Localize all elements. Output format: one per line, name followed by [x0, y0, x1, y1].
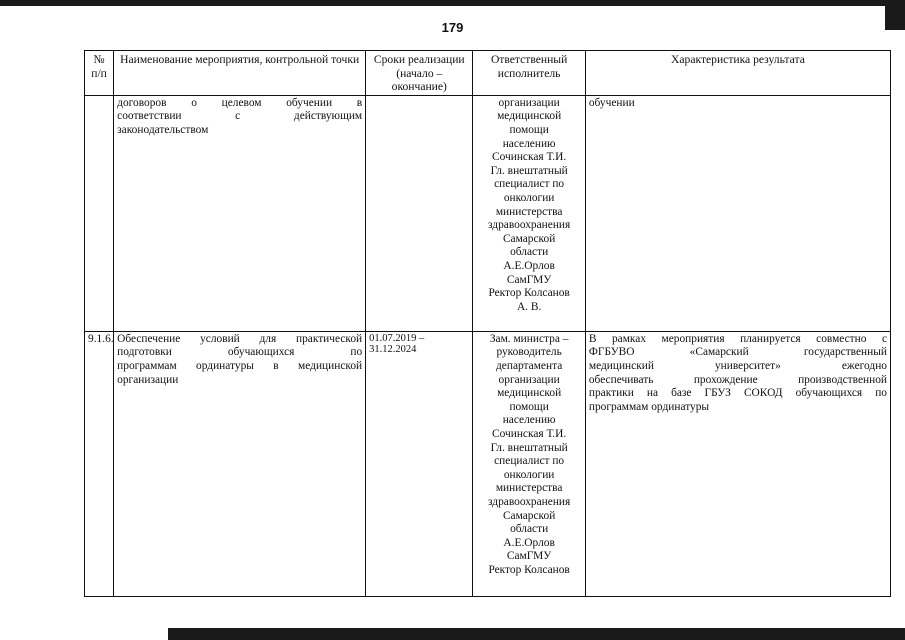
responsible-line: Самарской: [502, 509, 556, 522]
responsible-line: Самарской: [502, 232, 556, 245]
result-description: [585, 331, 890, 596]
responsible-line: населению: [502, 414, 556, 427]
responsible-line: помощи: [509, 400, 549, 413]
responsible-line: населению: [502, 137, 556, 150]
implementation-dates: [366, 95, 473, 331]
table-header-row: [85, 51, 891, 96]
responsible-line: онкологии: [503, 468, 555, 481]
measures-table: [84, 50, 891, 597]
responsible-line: области: [510, 523, 549, 536]
table-row: [85, 331, 891, 596]
responsible-line: специалист по: [494, 178, 565, 191]
scan-border-bottom: [168, 628, 905, 640]
responsible-line: Ректор Колсанов: [488, 287, 570, 300]
responsible-line: медицинской: [497, 110, 562, 123]
header-name: Наименование мероприятия, контрольной точки: [114, 51, 366, 96]
table-row: [85, 95, 891, 331]
measure-name-line: Обеспечение условий для практической: [117, 332, 363, 345]
measure-name: [114, 95, 366, 331]
header-number: № п/п: [85, 51, 114, 96]
measure-name-line: соответствии с действующим: [117, 110, 363, 123]
result-line: медицинский университет» ежегодно: [588, 359, 887, 372]
row-number: 9.1.6.: [85, 331, 114, 596]
responsible-line: специалист по: [494, 455, 565, 468]
header-result: Характеристика результата: [585, 51, 890, 96]
responsible-line: Сочинская Т.И.: [492, 427, 567, 440]
responsible-line: А.Е.Орлов: [503, 536, 555, 549]
header-responsible: Ответственный исполнитель: [473, 51, 585, 96]
measure-name-line: программам ординатуры в медицинской: [117, 359, 363, 372]
date-end: 31.12.2024: [369, 344, 417, 356]
result-line: ФГБУВО «Самарский государственный: [588, 346, 887, 359]
measure-name-line: организации: [117, 373, 179, 386]
measure-name: [114, 331, 366, 596]
responsible-line: организации: [498, 96, 560, 109]
responsible-line: помощи: [509, 123, 549, 136]
responsible-line: здравоохранения: [487, 219, 571, 232]
result-line: В рамках мероприятия планируется совместно с: [588, 332, 887, 345]
responsible-executor: [473, 95, 585, 331]
responsible-line: Зам. министра –: [489, 332, 569, 345]
responsible-line: Гл. внештатный: [490, 164, 568, 177]
header-dates: Сроки реализации (начало – окончание): [366, 51, 473, 96]
result-line: обучении: [588, 96, 635, 109]
responsible-line: организации: [498, 373, 560, 386]
date-start: 01.07.2019 –: [369, 332, 425, 344]
scan-border-top: [0, 0, 905, 6]
page-number: 179: [441, 20, 464, 35]
responsible-line: министерства: [495, 205, 563, 218]
responsible-line: медицинской: [497, 387, 562, 400]
measure-name-line: законодательством: [117, 123, 209, 136]
measure-name-line: договоров о целевом обучении в: [117, 96, 363, 109]
responsible-line: области: [510, 246, 549, 259]
result-line: обеспечивать прохождение производственной: [588, 373, 887, 386]
implementation-dates: [366, 331, 473, 596]
responsible-line: департамента: [496, 359, 563, 372]
responsible-line: А.Е.Орлов: [503, 259, 555, 272]
responsible-line: Ректор Колсанов: [488, 563, 570, 576]
responsible-line: СамГМУ: [506, 273, 552, 286]
result-description: [585, 95, 890, 331]
responsible-line: руководитель: [496, 346, 562, 359]
measure-name-line: подготовки обучающихся по: [117, 346, 363, 359]
responsible-line: А. В.: [516, 300, 542, 313]
responsible-line: здравоохранения: [487, 495, 571, 508]
responsible-executor: [473, 331, 585, 596]
responsible-line: Сочинская Т.И.: [492, 151, 567, 164]
result-line: программам ординатуры: [588, 400, 710, 413]
responsible-line: онкологии: [503, 191, 555, 204]
row-number: [85, 95, 114, 331]
result-line: практики на базе ГБУЗ СОКОД обучающихся по: [588, 387, 887, 400]
responsible-line: Гл. внештатный: [490, 441, 568, 454]
responsible-line: министерства: [495, 482, 563, 495]
responsible-line: СамГМУ: [506, 550, 552, 563]
